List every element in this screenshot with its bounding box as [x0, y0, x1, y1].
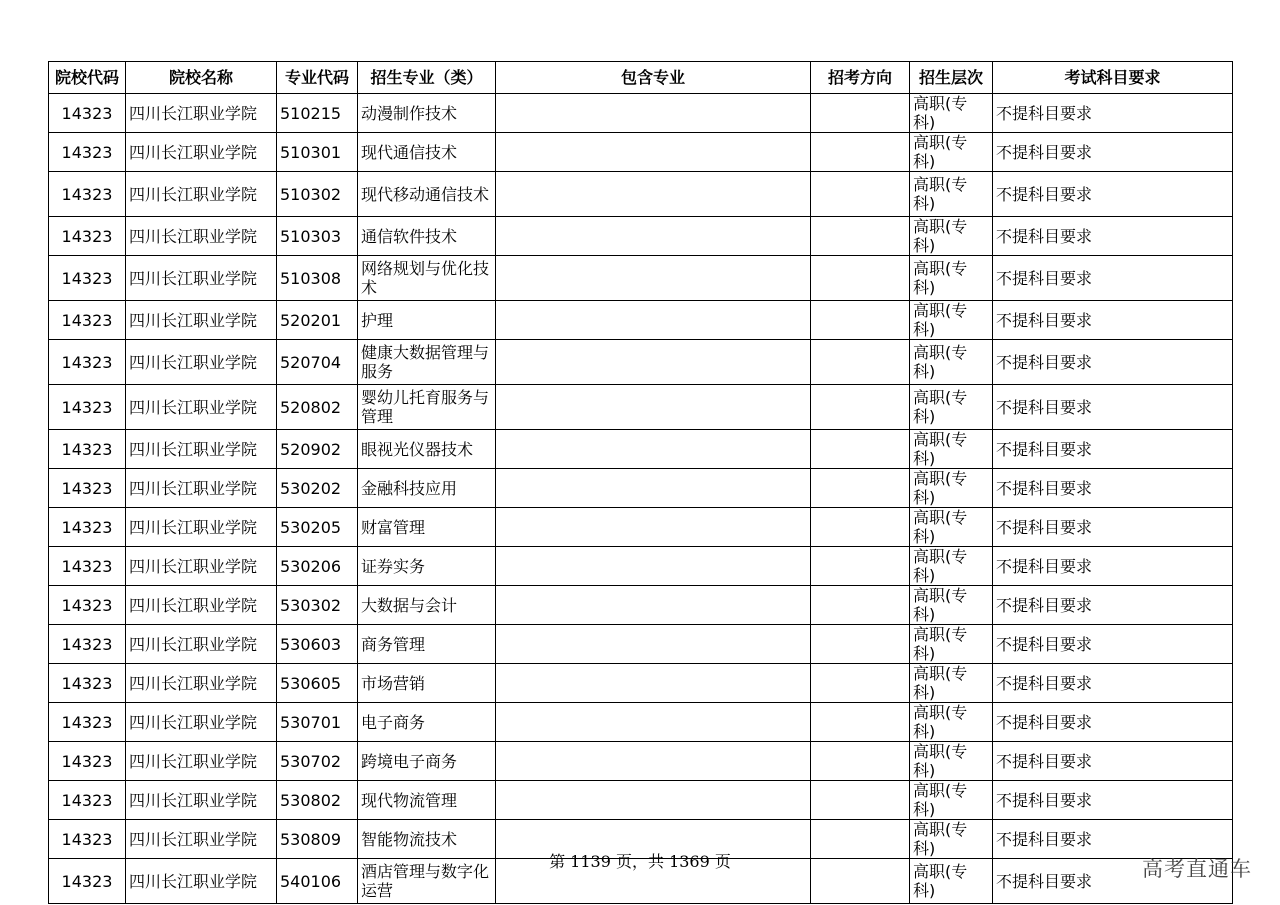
cell-school-name: 四川长江职业学院	[126, 664, 277, 703]
cell-major-code: 510301	[277, 133, 358, 172]
header-included-majors: 包含专业	[496, 62, 811, 94]
cell-school-name: 四川长江职业学院	[126, 430, 277, 469]
cell-direction	[811, 172, 910, 217]
cell-major: 证券实务	[358, 547, 496, 586]
cell-included-majors	[496, 469, 811, 508]
cell-major-code: 530802	[277, 781, 358, 820]
cell-school-name: 四川长江职业学院	[126, 586, 277, 625]
cell-requirement: 不提科目要求	[993, 172, 1233, 217]
cell-school-name: 四川长江职业学院	[126, 781, 277, 820]
cell-direction	[811, 256, 910, 301]
cell-school-code: 14323	[49, 586, 126, 625]
cell-major-code: 520802	[277, 385, 358, 430]
table-row	[49, 340, 1233, 385]
cell-direction	[811, 664, 910, 703]
cell-school-code: 14323	[49, 256, 126, 301]
cell-included-majors	[496, 625, 811, 664]
cell-direction	[811, 340, 910, 385]
cell-major: 婴幼儿托育服务与管理	[358, 385, 496, 430]
cell-school-name: 四川长江职业学院	[126, 820, 277, 859]
cell-school-code: 14323	[49, 859, 126, 904]
cell-school-code: 14323	[49, 217, 126, 256]
cell-school-name: 四川长江职业学院	[126, 385, 277, 430]
cell-level: 高职(专科)	[910, 469, 993, 508]
header-row	[49, 62, 1233, 94]
cell-included-majors	[496, 385, 811, 430]
header-major: 招生专业（类）	[358, 62, 496, 94]
cell-included-majors	[496, 256, 811, 301]
cell-requirement: 不提科目要求	[993, 385, 1233, 430]
cell-major: 眼视光仪器技术	[358, 430, 496, 469]
cell-included-majors	[496, 217, 811, 256]
cell-school-name: 四川长江职业学院	[126, 217, 277, 256]
cell-school-name: 四川长江职业学院	[126, 469, 277, 508]
cell-major: 网络规划与优化技术	[358, 256, 496, 301]
cell-direction	[811, 301, 910, 340]
cell-direction	[811, 703, 910, 742]
cell-included-majors	[496, 781, 811, 820]
cell-requirement: 不提科目要求	[993, 625, 1233, 664]
cell-included-majors	[496, 547, 811, 586]
cell-level: 高职(专科)	[910, 781, 993, 820]
header-school-name: 院校名称	[126, 62, 277, 94]
table-row	[49, 301, 1233, 340]
cell-included-majors	[496, 742, 811, 781]
cell-school-name: 四川长江职业学院	[126, 340, 277, 385]
cell-requirement: 不提科目要求	[993, 781, 1233, 820]
cell-included-majors	[496, 133, 811, 172]
cell-direction	[811, 94, 910, 133]
table-row	[49, 430, 1233, 469]
cell-major-code: 520201	[277, 301, 358, 340]
cell-direction	[811, 430, 910, 469]
cell-school-code: 14323	[49, 664, 126, 703]
cell-major-code: 530603	[277, 625, 358, 664]
cell-included-majors	[496, 301, 811, 340]
cell-school-name: 四川长江职业学院	[126, 703, 277, 742]
cell-school-code: 14323	[49, 94, 126, 133]
cell-major-code: 520704	[277, 340, 358, 385]
cell-direction	[811, 508, 910, 547]
cell-major-code: 530206	[277, 547, 358, 586]
cell-requirement: 不提科目要求	[993, 133, 1233, 172]
cell-major-code: 530809	[277, 820, 358, 859]
cell-school-code: 14323	[49, 508, 126, 547]
watermark: 高考直通车	[1142, 857, 1252, 881]
cell-included-majors	[496, 586, 811, 625]
table-row	[49, 625, 1233, 664]
cell-school-name: 四川长江职业学院	[126, 859, 277, 904]
cell-level: 高职(专科)	[910, 508, 993, 547]
table-body	[49, 94, 1233, 904]
cell-school-code: 14323	[49, 385, 126, 430]
cell-major-code: 530702	[277, 742, 358, 781]
cell-direction	[811, 781, 910, 820]
cell-requirement: 不提科目要求	[993, 94, 1233, 133]
cell-school-code: 14323	[49, 742, 126, 781]
cell-level: 高职(专科)	[910, 742, 993, 781]
table-row	[49, 469, 1233, 508]
cell-major: 商务管理	[358, 625, 496, 664]
cell-level: 高职(专科)	[910, 430, 993, 469]
cell-school-name: 四川长江职业学院	[126, 133, 277, 172]
cell-major: 现代移动通信技术	[358, 172, 496, 217]
cell-included-majors	[496, 664, 811, 703]
cell-major: 财富管理	[358, 508, 496, 547]
cell-requirement: 不提科目要求	[993, 820, 1233, 859]
cell-level: 高职(专科)	[910, 820, 993, 859]
cell-school-name: 四川长江职业学院	[126, 508, 277, 547]
cell-direction	[811, 469, 910, 508]
cell-level: 高职(专科)	[910, 301, 993, 340]
cell-major-code: 510303	[277, 217, 358, 256]
cell-major: 现代物流管理	[358, 781, 496, 820]
cell-requirement: 不提科目要求	[993, 859, 1233, 904]
cell-included-majors	[496, 94, 811, 133]
cell-direction	[811, 625, 910, 664]
cell-school-name: 四川长江职业学院	[126, 547, 277, 586]
table-row	[49, 508, 1233, 547]
cell-level: 高职(专科)	[910, 703, 993, 742]
cell-requirement: 不提科目要求	[993, 586, 1233, 625]
cell-school-name: 四川长江职业学院	[126, 742, 277, 781]
cell-level: 高职(专科)	[910, 217, 993, 256]
cell-requirement: 不提科目要求	[993, 508, 1233, 547]
cell-level: 高职(专科)	[910, 256, 993, 301]
cell-requirement: 不提科目要求	[993, 664, 1233, 703]
cell-major: 通信软件技术	[358, 217, 496, 256]
cell-requirement: 不提科目要求	[993, 547, 1233, 586]
cell-major-code: 510308	[277, 256, 358, 301]
cell-major: 护理	[358, 301, 496, 340]
cell-school-code: 14323	[49, 547, 126, 586]
cell-major-code: 510215	[277, 94, 358, 133]
cell-included-majors	[496, 508, 811, 547]
cell-major-code: 530202	[277, 469, 358, 508]
cell-major: 动漫制作技术	[358, 94, 496, 133]
cell-school-code: 14323	[49, 781, 126, 820]
cell-requirement: 不提科目要求	[993, 256, 1233, 301]
table-row	[49, 217, 1233, 256]
cell-requirement: 不提科目要求	[993, 703, 1233, 742]
cell-school-name: 四川长江职业学院	[126, 301, 277, 340]
cell-school-code: 14323	[49, 301, 126, 340]
table-row	[49, 385, 1233, 430]
cell-major-code: 540106	[277, 859, 358, 904]
cell-major: 跨境电子商务	[358, 742, 496, 781]
cell-school-code: 14323	[49, 469, 126, 508]
header-requirement: 考试科目要求	[993, 62, 1233, 94]
cell-major: 酒店管理与数字化运营	[358, 859, 496, 904]
header-major-code: 专业代码	[277, 62, 358, 94]
cell-level: 高职(专科)	[910, 172, 993, 217]
cell-school-name: 四川长江职业学院	[126, 625, 277, 664]
cell-requirement: 不提科目要求	[993, 301, 1233, 340]
cell-requirement: 不提科目要求	[993, 430, 1233, 469]
cell-included-majors	[496, 430, 811, 469]
cell-direction	[811, 217, 910, 256]
cell-school-name: 四川长江职业学院	[126, 172, 277, 217]
cell-major: 现代通信技术	[358, 133, 496, 172]
cell-level: 高职(专科)	[910, 664, 993, 703]
cell-included-majors	[496, 172, 811, 217]
cell-requirement: 不提科目要求	[993, 217, 1233, 256]
cell-requirement: 不提科目要求	[993, 742, 1233, 781]
cell-level: 高职(专科)	[910, 859, 993, 904]
table-row	[49, 781, 1233, 820]
cell-level: 高职(专科)	[910, 94, 993, 133]
cell-level: 高职(专科)	[910, 547, 993, 586]
table-row	[49, 703, 1233, 742]
header-school-code: 院校代码	[49, 62, 126, 94]
page-footer: 第 1139 页，共 1369 页	[549, 852, 731, 871]
cell-major-code: 520902	[277, 430, 358, 469]
table-row	[49, 547, 1233, 586]
cell-major-code: 530701	[277, 703, 358, 742]
cell-major-code: 530605	[277, 664, 358, 703]
cell-school-code: 14323	[49, 172, 126, 217]
cell-major-code: 530205	[277, 508, 358, 547]
cell-school-code: 14323	[49, 625, 126, 664]
cell-direction	[811, 385, 910, 430]
cell-level: 高职(专科)	[910, 340, 993, 385]
cell-major: 金融科技应用	[358, 469, 496, 508]
table-row	[49, 94, 1233, 133]
cell-school-name: 四川长江职业学院	[126, 94, 277, 133]
admissions-table	[48, 61, 1233, 904]
cell-school-code: 14323	[49, 430, 126, 469]
cell-school-code: 14323	[49, 703, 126, 742]
cell-direction	[811, 586, 910, 625]
table-row	[49, 256, 1233, 301]
cell-level: 高职(专科)	[910, 625, 993, 664]
cell-school-code: 14323	[49, 820, 126, 859]
cell-major: 大数据与会计	[358, 586, 496, 625]
table-row	[49, 586, 1233, 625]
cell-direction	[811, 547, 910, 586]
cell-requirement: 不提科目要求	[993, 469, 1233, 508]
cell-included-majors	[496, 703, 811, 742]
cell-major: 市场营销	[358, 664, 496, 703]
cell-major: 电子商务	[358, 703, 496, 742]
header-level: 招生层次	[910, 62, 993, 94]
cell-direction	[811, 133, 910, 172]
cell-included-majors	[496, 340, 811, 385]
table-row	[49, 742, 1233, 781]
cell-level: 高职(专科)	[910, 133, 993, 172]
table-row	[49, 664, 1233, 703]
cell-requirement: 不提科目要求	[993, 340, 1233, 385]
cell-direction	[811, 742, 910, 781]
header-direction: 招考方向	[811, 62, 910, 94]
cell-level: 高职(专科)	[910, 385, 993, 430]
cell-level: 高职(专科)	[910, 586, 993, 625]
cell-major-code: 510302	[277, 172, 358, 217]
table-row	[49, 133, 1233, 172]
cell-major: 健康大数据管理与服务	[358, 340, 496, 385]
cell-school-name: 四川长江职业学院	[126, 256, 277, 301]
table-row	[49, 172, 1233, 217]
cell-school-code: 14323	[49, 340, 126, 385]
cell-school-code: 14323	[49, 133, 126, 172]
cell-major-code: 530302	[277, 586, 358, 625]
cell-major: 智能物流技术	[358, 820, 496, 859]
